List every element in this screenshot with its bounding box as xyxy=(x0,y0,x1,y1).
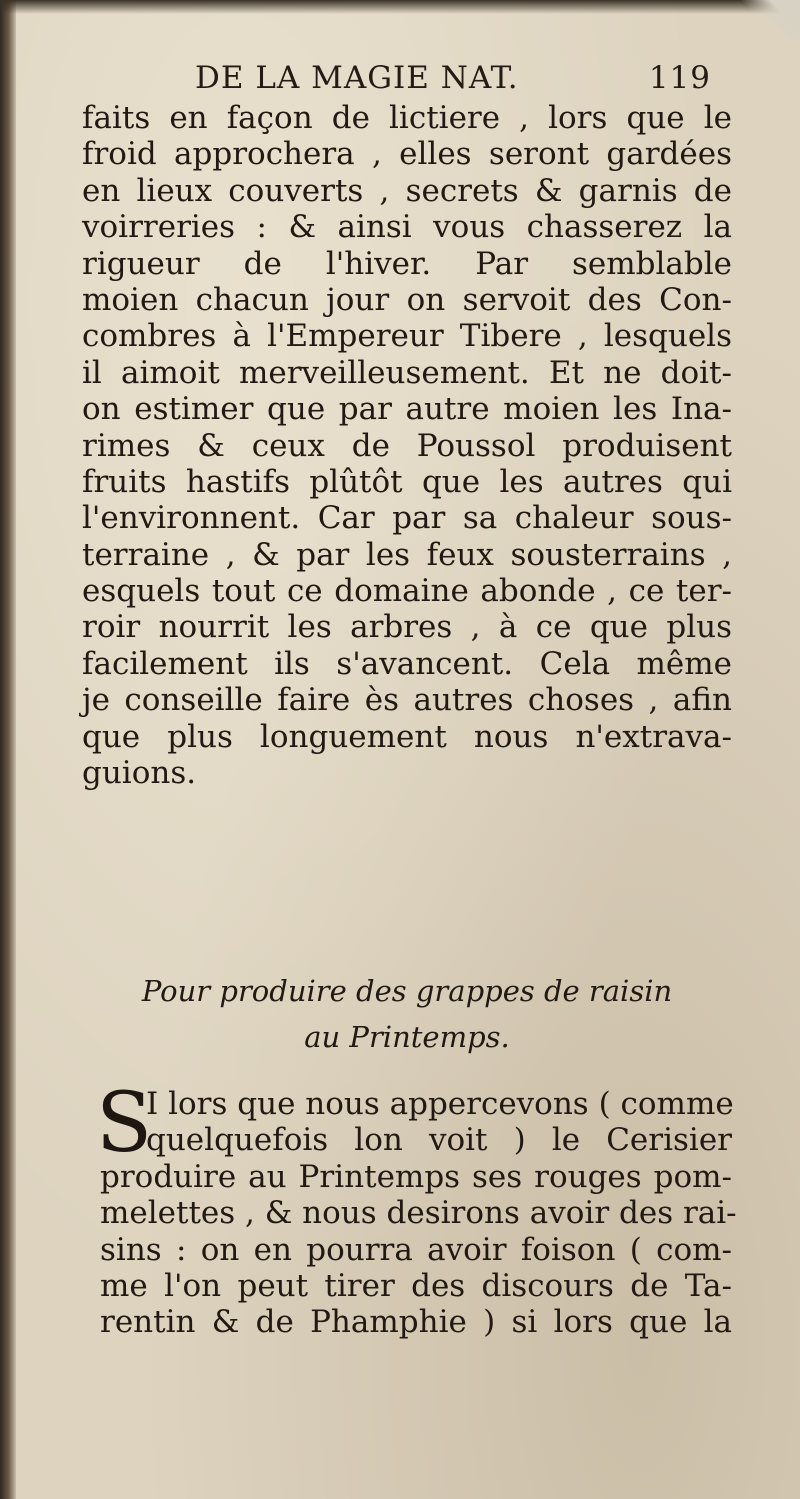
text-line: roir nourrit les arbres , à ce que plus xyxy=(82,609,732,646)
text-line: terraine , & par les feux sousterrains , xyxy=(82,536,732,573)
text-line: melettes , & nous desirons avoir des rai- xyxy=(100,1195,737,1232)
running-title: DE LA MAGIE NAT. xyxy=(195,60,519,96)
text-line: sins : on en pourra avoir foison ( com- xyxy=(100,1231,732,1268)
text-line: rimes & ceux de Poussol produisent xyxy=(82,427,732,464)
binding-gutter xyxy=(0,0,16,1499)
text-line: on estimer que par autre moien les Ina- xyxy=(82,391,732,428)
text-line: en lieux couverts , secrets & garnis de xyxy=(82,172,732,209)
section-heading xyxy=(82,968,732,1060)
text-line: facilement ils s'avancent. Cela même xyxy=(82,645,732,682)
text-line: moien chacun jour on servoit des Con- xyxy=(82,281,732,318)
running-header xyxy=(195,60,715,100)
text-line: combres à l'Empereur Tibere , lesquels xyxy=(82,318,732,355)
top-edge-shadow xyxy=(0,0,800,14)
text-line: esquels tout ce domaine abonde , ce ter- xyxy=(82,573,732,610)
text-line: voirreries : & ainsi vous chasserez la xyxy=(82,209,732,246)
text-line: il aimoit merveilleusement. Et ne doit- xyxy=(82,354,732,391)
text-line: rigueur de l'hiver. Par semblable xyxy=(82,245,732,282)
page-number: 119 xyxy=(648,60,711,96)
body-paragraph-1 xyxy=(82,100,732,791)
text-line: rentin & de Phamphie ) si lors que la xyxy=(100,1304,732,1341)
text-line: produire au Printemps ses rouges pom- xyxy=(100,1158,732,1195)
section-heading-line-2: au Printemps. xyxy=(304,1020,510,1054)
text-line: faits en façon de lictiere , lors que le xyxy=(82,100,732,136)
text-line: I lors que nous appercevons ( comme xyxy=(146,1086,734,1122)
text-line: froid approchera , elles seront gardées xyxy=(82,136,732,173)
page-corner xyxy=(740,0,800,40)
text-line: que plus longuement nous n'extrava- xyxy=(82,718,732,755)
text-line: me l'on peut tirer des discours de Ta- xyxy=(100,1267,732,1304)
section-heading-line-1: Pour produire des grappes de raisin xyxy=(141,974,673,1008)
text-line: fruits hastifs plûtôt que les autres qui xyxy=(82,463,732,500)
text-line: quelquefois lon voit ) le Cerisier xyxy=(146,1122,732,1159)
text-line: je conseille faire ès autres choses , afin xyxy=(82,682,732,719)
drop-cap: S xyxy=(96,1076,153,1171)
text-line: l'environnent. Car par sa chaleur sous- xyxy=(82,500,732,537)
body-paragraph-2 xyxy=(96,1076,737,1341)
text-line: guions. xyxy=(82,755,197,792)
